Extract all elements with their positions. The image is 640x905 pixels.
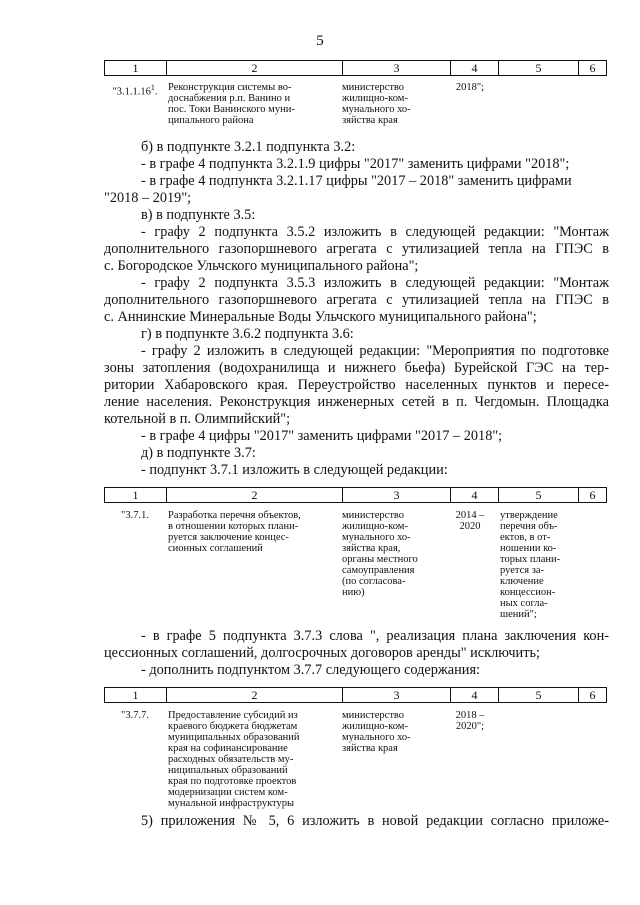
col-header-4: 4 [451,488,499,503]
text-line: - графу 2 подпункта 3.5.2 изложить в следующей редакции: "Монтаж [141,224,609,240]
col-header-5: 5 [499,488,579,503]
text-line: - в графе 4 подпункта 3.2.1.17 цифры "2017 – 2018" заменить цифрами [141,173,572,189]
activity-name: Предоставление субсидий из краевого бюджета бюджетам муниципальных образований края на софинансирование расходных обязательств му- ниципальных образований края по подготовке проектов модернизации систем ком- мунальной инфраструктуры [168,710,300,809]
text-line: цессионных соглашений, долгосрочных договоров аренды" исключить; [104,645,540,661]
text-line: д) в подпункте 3.7: [141,445,256,461]
expected-result: утверждение перечня объ- ектов, в от- ношении ко- торых плани- руется за- ключение концессион- ных согла- шений"; [500,510,561,620]
col-header-5: 5 [499,688,579,703]
activity-name: Разработка перечня объектов, в отношении которых плани- руется заключение концес- сионных соглашений [168,510,301,554]
text-line: ление населения. Реконструкция инженерных сетей в п. Чегдомын. Площадка [104,394,609,410]
table2-header [104,487,607,503]
text-line: дополнительного газопоршневого агрегата с утилизацией тепла на ГПЭС в [104,241,609,257]
col-header-1: 1 [105,488,167,503]
text-line: ритории Хабаровского края. Переустройство населенных пунктов и пересе- [104,377,609,393]
text-line: - в графе 4 подпункта 3.2.1.9 цифры "2017" заменить цифрами "2018"; [141,156,570,172]
text-line: в) в подпункте 3.5: [141,207,256,223]
text-line: котельной в п. Олимпийский"; [104,411,291,427]
col-header-3: 3 [343,488,451,503]
text-line: - графу 2 подпункта 3.5.3 изложить в следующей редакции: "Монтаж [141,275,609,291]
col-header-2: 2 [167,61,343,76]
text-line: б) в подпункте 3.2.1 подпункта 3.2: [141,139,356,155]
text-line: - графу 2 изложить в следующей редакции: "Мероприятия по подготовке [141,343,609,359]
page-number: 5 [316,33,324,49]
text-line: - дополнить подпунктом 3.7.7 следующего содержания: [141,662,480,678]
col-header-2: 2 [167,688,343,703]
col-header-4: 4 [451,61,499,76]
col-header-2: 2 [167,488,343,503]
text-line: - подпункт 3.7.1 изложить в следующей редакции: [141,462,448,478]
text-line: с. Богородское Ульчского муниципального района"; [104,258,419,274]
text-line: дополнительного газопоршневого агрегата с утилизацией тепла на ГПЭС в [104,292,609,308]
col-header-4: 4 [451,688,499,703]
executor: министерство жилищно-ком- мунального хо- зяйства края [342,82,411,126]
text-line: "2018 – 2019"; [104,190,192,206]
col-header-1: 1 [105,688,167,703]
executor: министерство жилищно-ком- мунального хо- зяйства края [342,710,411,754]
col-header-3: 3 [343,61,451,76]
col-header-6: 6 [579,488,607,503]
table1-header [104,60,607,76]
text-line: с. Аннинские Минеральные Воды Ульчского муниципального района"; [104,309,537,325]
row-number: "3.7.7. [121,710,149,721]
col-header-1: 1 [105,61,167,76]
text-line: 5) приложения № 5, 6 изложить в новой редакции согласно приложе- [141,813,609,829]
text-line: - в графе 5 подпункта 3.7.3 слова ", реализация плана заключения кон- [141,628,609,644]
period: 2018 – 2020"; [455,710,485,732]
text-line: - в графе 4 цифры "2017" заменить цифрами "2017 – 2018"; [141,428,503,444]
col-header-3: 3 [343,688,451,703]
col-header-6: 6 [579,688,607,703]
text-line: г) в подпункте 3.6.2 подпункта 3.6: [141,326,354,342]
row-number: "3.1.1.16$^1$. [112,83,158,98]
period: 2018"; [455,82,485,93]
col-header-6: 6 [579,61,607,76]
row-number: "3.7.1. [121,510,149,521]
col-header-5: 5 [499,61,579,76]
executor: министерство жилищно-ком- мунального хо- зяйства края, органы местного самоуправления (по согласова- нию) [342,510,418,598]
text-line: зоны затопления (водохранилища и нижнего бьефа) Бурейской ГЭС на тер- [104,360,609,376]
activity-name: Реконструкция системы во- доснабжения р.п. Ванино и пос. Токи Ванинского муни- ципального района [168,82,295,126]
period: 2014 – 2020 [455,510,485,532]
table3-header [104,687,607,703]
